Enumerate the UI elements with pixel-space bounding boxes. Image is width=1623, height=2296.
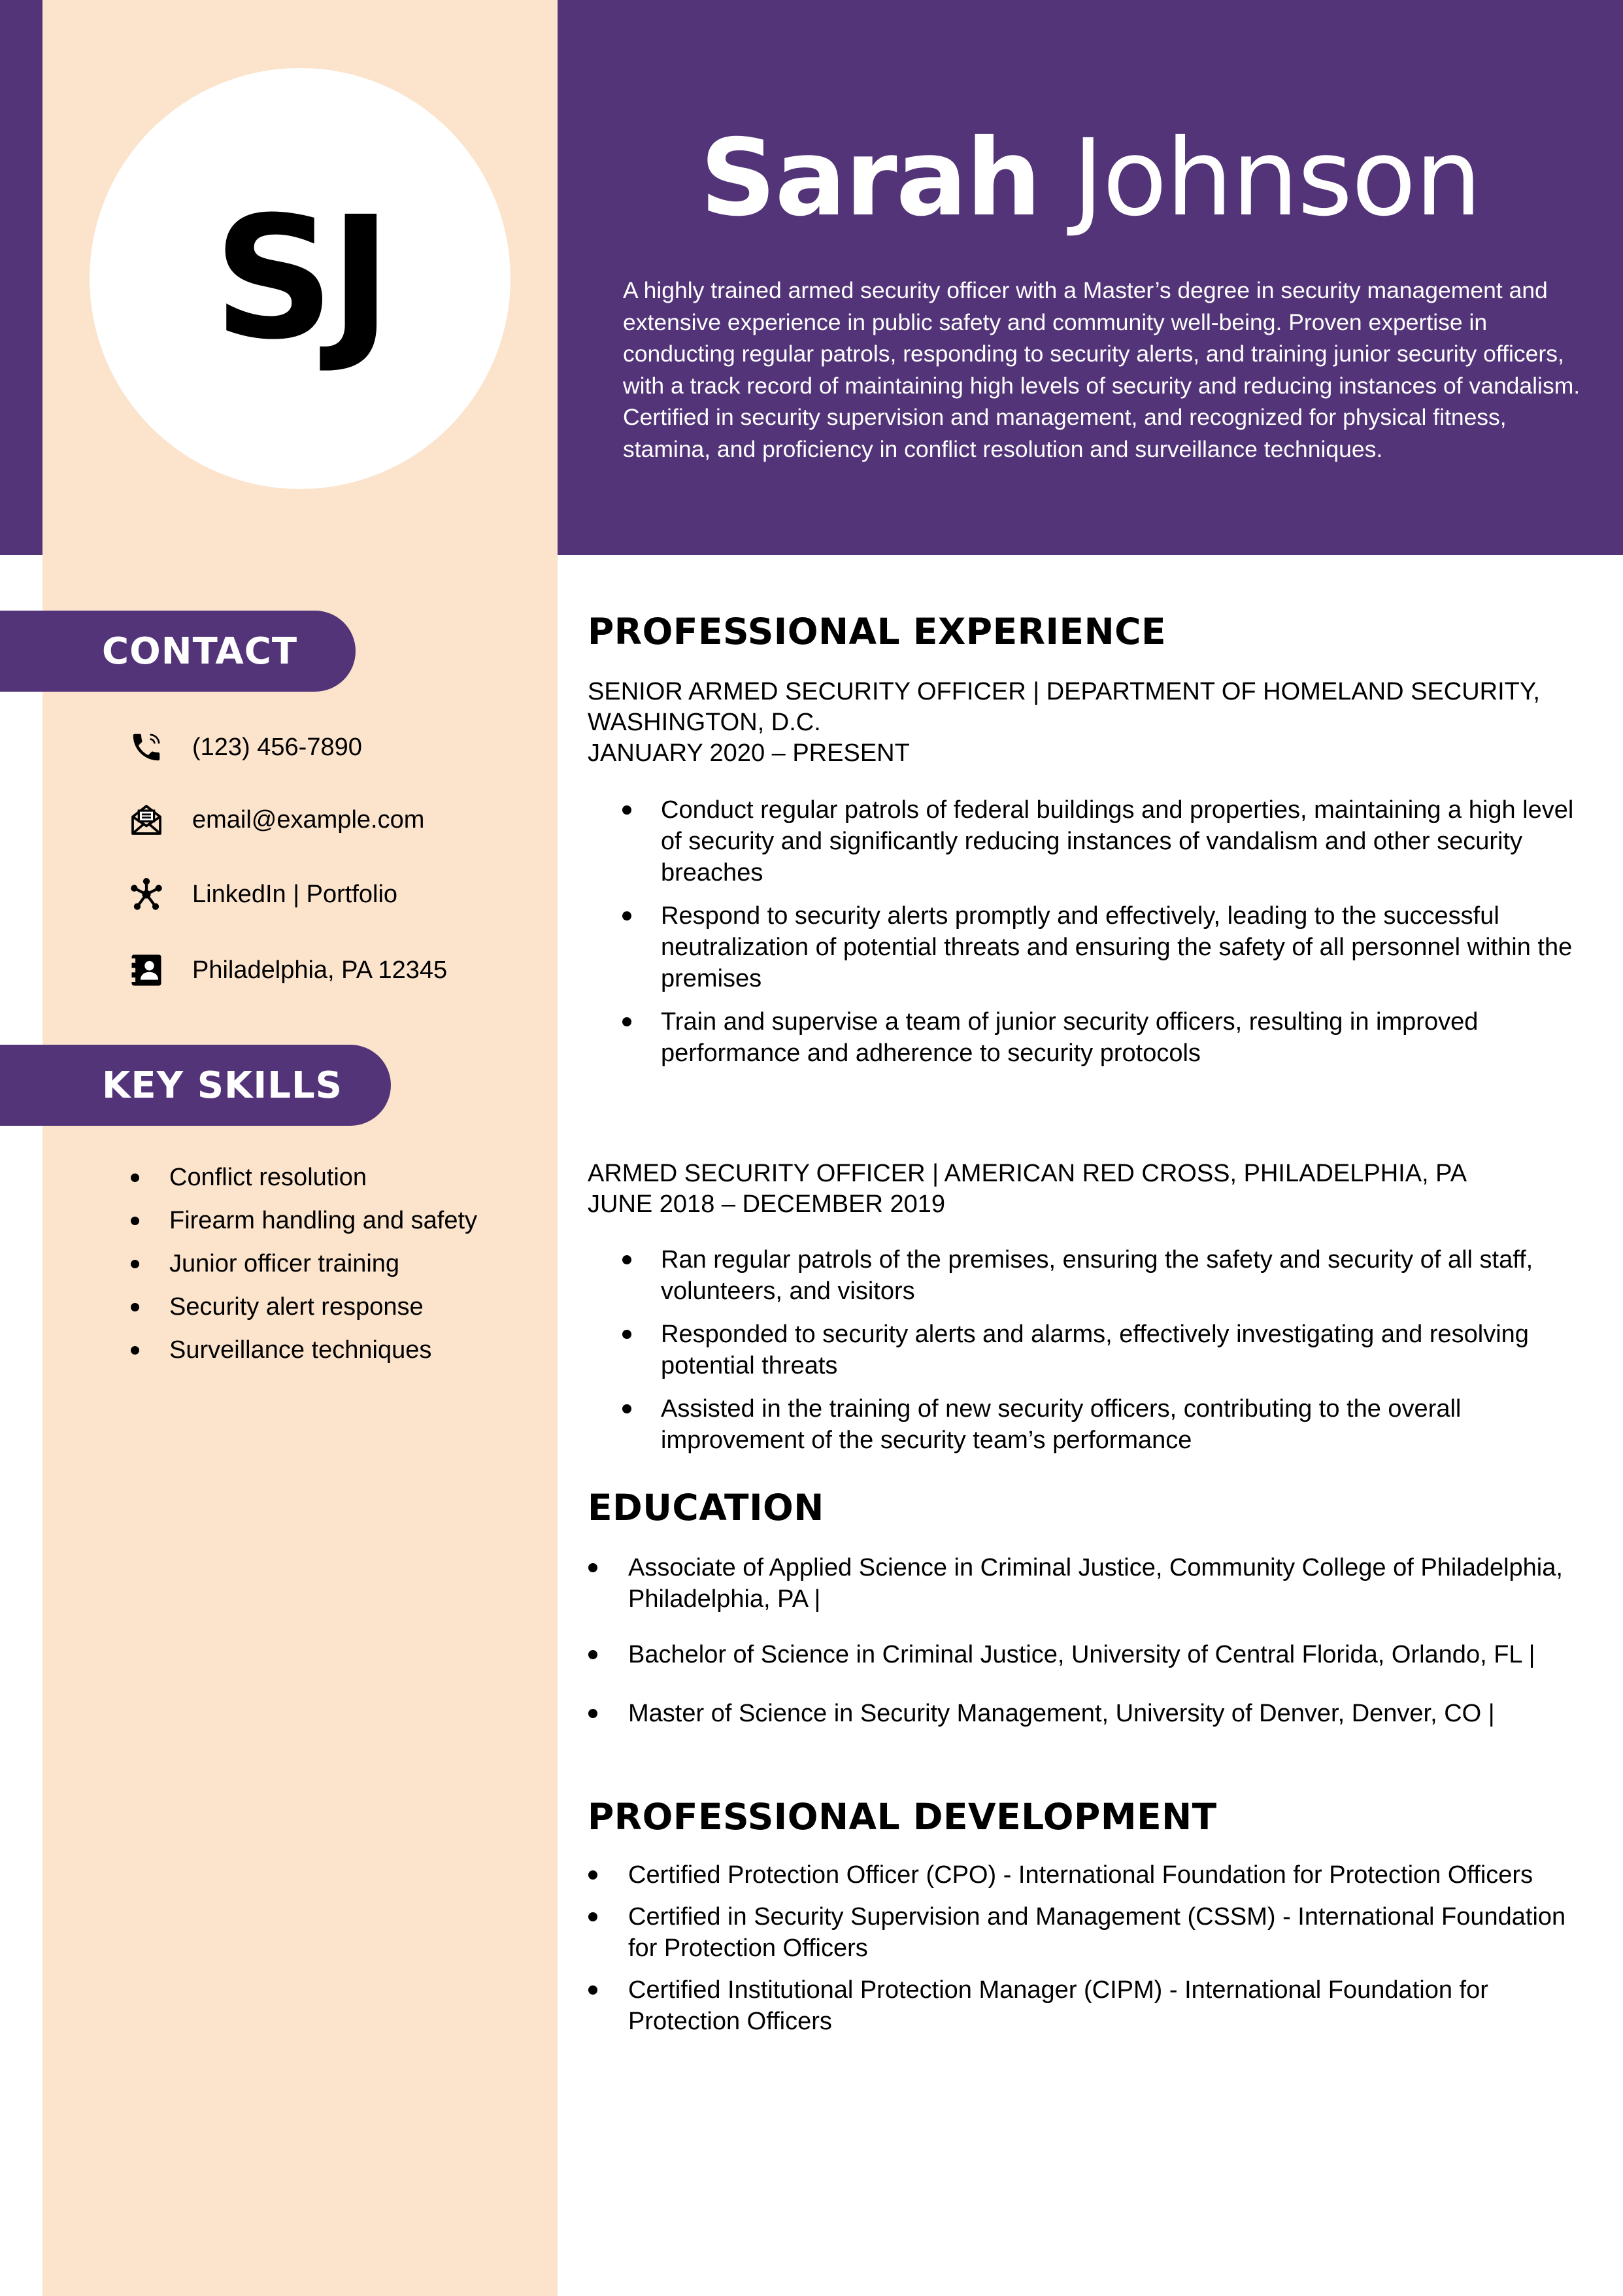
development-list (588, 1859, 1575, 2037)
education-list (588, 1552, 1575, 1729)
job-dates: JANUARY 2020 – PRESENT (588, 739, 910, 767)
location: Philadelphia, PA 12345 (192, 956, 448, 984)
email-address[interactable]: email@example.com (192, 805, 425, 834)
job-bullets (622, 794, 1577, 1081)
skill-item: Junior officer training (131, 1242, 477, 1285)
contact-links (128, 875, 397, 914)
phone-icon (128, 729, 165, 766)
skills-list (131, 1156, 477, 1372)
contact-email (128, 800, 424, 839)
email-icon (128, 802, 165, 838)
education-item: Bachelor of Science in Criminal Justice, University of Central Florida, Orlando, FL | (588, 1639, 1575, 1670)
contact-location (128, 951, 447, 990)
contact-card-icon (128, 952, 165, 988)
candidate-name (558, 117, 1623, 240)
skill-item: Firearm handling and safety (131, 1199, 477, 1242)
experience-heading: PROFESSIONAL EXPERIENCE (588, 611, 1167, 652)
skill-item: Surveillance techniques (131, 1328, 477, 1372)
education-item: Master of Science in Security Management, University of Denver, Denver, CO | (588, 1698, 1575, 1729)
contact-heading: CONTACT (0, 611, 356, 692)
skills-heading: KEY SKILLS (0, 1045, 391, 1126)
profile-links[interactable]: LinkedIn | Portfolio (192, 880, 398, 908)
job-bullets (622, 1244, 1577, 1468)
job-bullet: Conduct regular patrols of federal buildings and properties, maintaining a high level of security and significantly reducing instances of vandalism and other security breaches (622, 794, 1577, 888)
job-bullet: Respond to security alerts promptly and effectively, leading to the successful neutralization of potential threats and ensuring the safety of all personnel within the premises (622, 900, 1577, 994)
certification-item: Certified Protection Officer (CPO) - International Foundation for Protection Officers (588, 1859, 1575, 1891)
job-bullet: Ran regular patrols of the premises, ensuring the safety and security of all staff, volunteers, and visitors (622, 1244, 1577, 1307)
initials: SJ (213, 180, 387, 377)
development-heading: PROFESSIONAL DEVELOPMENT (588, 1796, 1217, 1838)
network-icon (128, 876, 165, 913)
job-dates: JUNE 2018 – DECEMBER 2019 (588, 1190, 946, 1218)
skill-item: Conflict resolution (131, 1156, 477, 1199)
phone-number[interactable]: (123) 456-7890 (192, 733, 362, 761)
education-item: Associate of Applied Science in Criminal Justice, Community College of Philadelphia, Philadelphia, PA | (588, 1552, 1575, 1615)
last-name: Johnson (1072, 117, 1481, 240)
contact-phone (128, 728, 362, 767)
job-title: SENIOR ARMED SECURITY OFFICER | DEPARTMENT OF HOMELAND SECURITY, WASHINGTON, D.C. (588, 678, 1540, 736)
certification-item: Certified Institutional Protection Manager (CIPM) - International Foundation for Protection Officers (588, 1974, 1575, 2037)
job-title: ARMED SECURITY OFFICER | AMERICAN RED CROSS, PHILADELPHIA, PA (588, 1160, 1467, 1187)
avatar (90, 68, 510, 489)
education-heading: EDUCATION (588, 1487, 824, 1528)
job-bullet: Assisted in the training of new security officers, contributing to the overall improvement of the security team’s performance (622, 1393, 1577, 1456)
job-bullet: Responded to security alerts and alarms, effectively investigating and resolving potential threats (622, 1319, 1577, 1381)
skill-item: Security alert response (131, 1285, 477, 1328)
first-name: Sarah (699, 117, 1041, 240)
profile-summary: A highly trained armed security officer with a Master’s degree in security management and extensive experience in public safety and community well-being. Proven expertise in conducting regular patrols, responding to security alerts, and training junior security officers, with a track record of maintaining high levels of security and reducing instances of vandalism. Certified in security supervision and management, and recognized for physical fitness, stamina, and proficiency in conflict resolution and surveillance techniques. (623, 277, 1581, 462)
certification-item: Certified in Security Supervision and Management (CSSM) - International Foundation for Protection Officers (588, 1901, 1575, 1964)
left-accent-strip (0, 0, 42, 555)
job-bullet: Train and supervise a team of junior security officers, resulting in improved performance and adherence to security protocols (622, 1006, 1577, 1069)
